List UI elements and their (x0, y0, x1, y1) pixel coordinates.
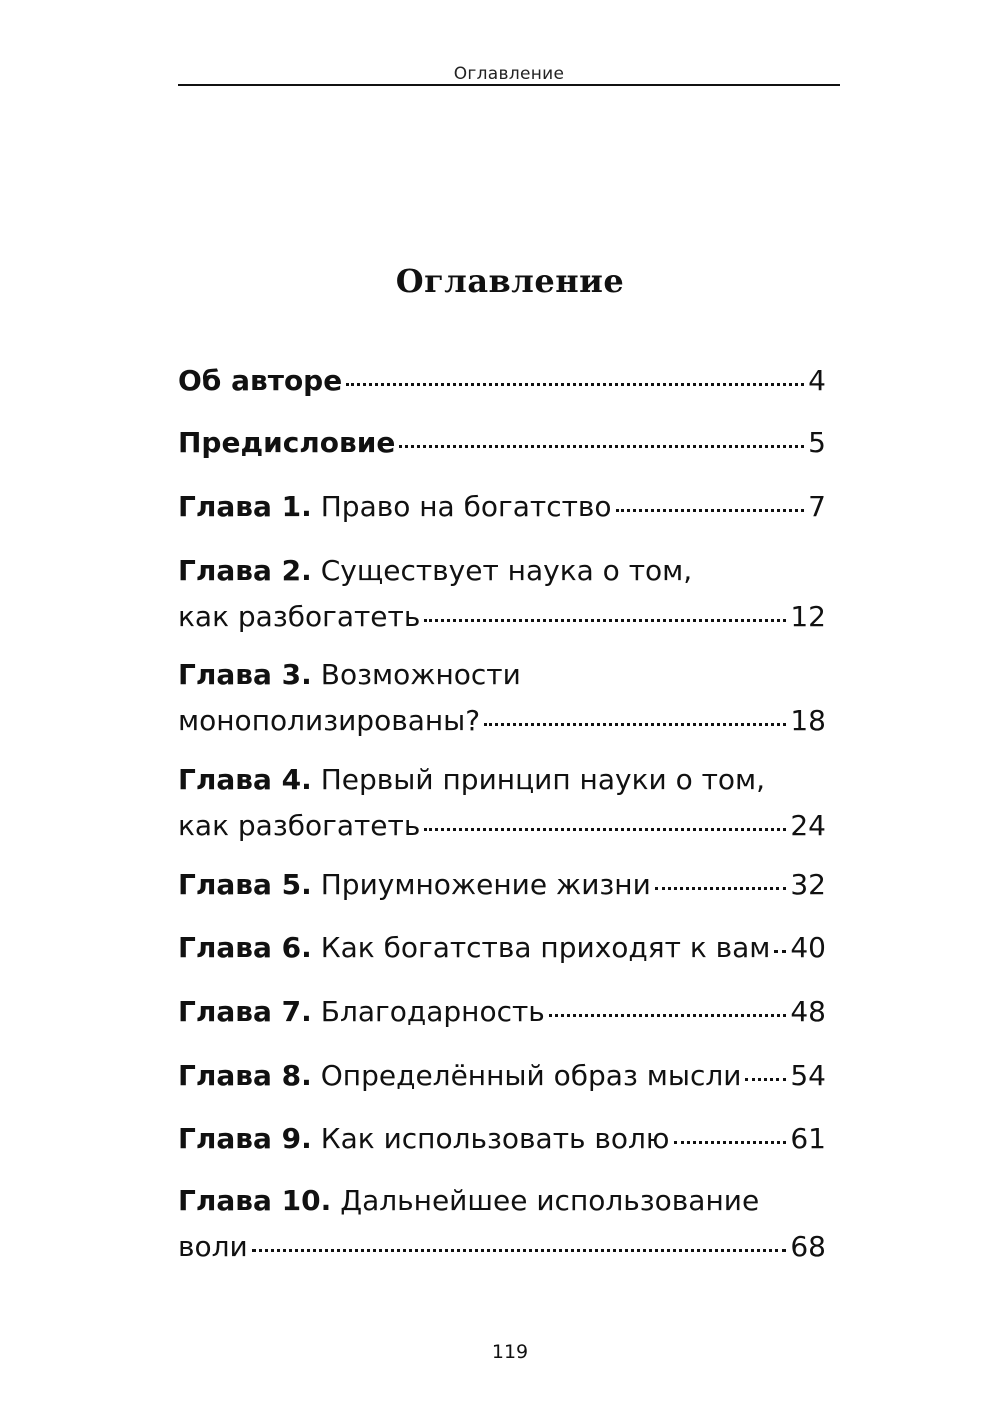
toc-entry-chapter-8[interactable] (178, 1050, 826, 1102)
toc-entry-chapter-2[interactable] (178, 545, 826, 643)
toc-entry-title-continuation: воли (178, 1230, 248, 1263)
toc-entry-title: Определённый образ мысли (320, 1059, 742, 1092)
toc-entry-chapter-9[interactable] (178, 1113, 826, 1165)
toc-entry-title-continuation: монополизированы? (178, 704, 481, 737)
toc-entry-label: Глава 9. (178, 1122, 312, 1155)
dot-leader (616, 509, 805, 512)
toc-entry-label: Глава 4. (178, 763, 312, 796)
dot-leader (774, 950, 786, 953)
toc-entry-title-continuation: как разбогатеть (178, 600, 421, 633)
toc-entry-chapter-10[interactable] (178, 1175, 826, 1273)
dot-leader (252, 1249, 787, 1252)
toc-entry-chapter-5[interactable] (178, 859, 826, 911)
toc-entry-label: Предисловие (178, 426, 396, 459)
page-number: 119 (491, 1341, 529, 1363)
toc-entry-title: Приумножение жизни (320, 868, 651, 901)
toc-entry-chapter-4[interactable] (178, 754, 826, 852)
dot-leader (424, 619, 786, 622)
toc-entry-title: Право на богатство (320, 490, 612, 523)
toc-entry-label: Об авторе (178, 364, 343, 397)
toc-entry-label: Глава 7. (178, 995, 312, 1028)
toc-entry-title: Благодарность (320, 995, 545, 1028)
toc-entry-label: Глава 6. (178, 931, 312, 964)
toc-entry-page: 68 (790, 1230, 826, 1263)
toc-entry-page: 18 (790, 704, 826, 737)
toc-entry-chapter-1[interactable] (178, 481, 826, 533)
dot-leader (399, 445, 804, 448)
running-head: Оглавление (453, 64, 565, 84)
toc-entry-page: 5 (808, 426, 826, 459)
table-of-contents (178, 0, 826, 1404)
toc-entry-chapter-6[interactable] (178, 922, 826, 974)
dot-leader (745, 1078, 786, 1081)
toc-entry-page: 54 (790, 1059, 826, 1092)
toc-entry-page: 7 (808, 490, 826, 523)
dot-leader (484, 723, 786, 726)
toc-entry-title: Существует наука о том, (320, 554, 693, 587)
toc-entry-label: Глава 3. (178, 658, 312, 691)
toc-entry-chapter-3[interactable] (178, 649, 826, 747)
dot-leader (424, 828, 786, 831)
toc-entry-label: Глава 8. (178, 1059, 312, 1092)
toc-entry-chapter-7[interactable] (178, 986, 826, 1038)
dot-leader (346, 383, 804, 386)
toc-entry-label: Глава 1. (178, 490, 312, 523)
toc-entry-page: 40 (790, 931, 826, 964)
toc-entry-about-author[interactable] (178, 355, 826, 407)
toc-entry-page: 12 (790, 600, 826, 633)
toc-entry-page: 24 (790, 809, 826, 842)
toc-entry-label: Глава 5. (178, 868, 312, 901)
dot-leader (655, 887, 787, 890)
toc-entry-label: Глава 2. (178, 554, 312, 587)
toc-entry-page: 32 (790, 868, 826, 901)
dot-leader (674, 1141, 787, 1144)
toc-entry-page: 61 (790, 1122, 826, 1155)
toc-entry-title: Как использовать волю (320, 1122, 670, 1155)
toc-entry-title: Возможности (320, 658, 521, 691)
toc-title: Оглавление (395, 262, 625, 300)
toc-entry-page: 48 (790, 995, 826, 1028)
toc-entry-page: 4 (808, 364, 826, 397)
toc-entry-preface[interactable] (178, 417, 826, 469)
dot-leader (549, 1014, 787, 1017)
toc-entry-label: Глава 10. (178, 1184, 332, 1217)
toc-entry-title: Как богатства приходят к вам (320, 931, 771, 964)
toc-entry-title: Дальнейшее использование (340, 1184, 760, 1217)
toc-entry-title-continuation: как разбогатеть (178, 809, 421, 842)
toc-entry-title: Первый принцип науки о том, (320, 763, 766, 796)
